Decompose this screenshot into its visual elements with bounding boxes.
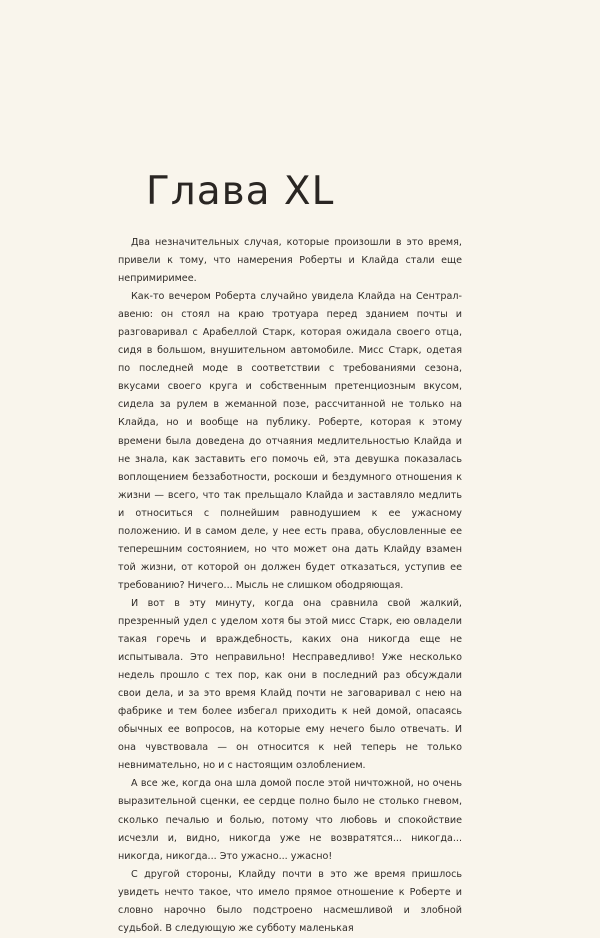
paragraph: Два незначительных случая, которые произошли в это время, привели к тому, что намерения Роберты и Клайда стали еще непримиримее. bbox=[118, 237, 462, 285]
paragraph: Как-то вечером Роберта случайно увидела Клайда на Сентрал-авеню: он стоял на краю тротуара перед зданием почты и разговаривал с Арабеллой Старк, которая ожидала своего отца, сидя в большом, внушительном автомобиле. Мисс Старк, одетая по последней моде в соответствии с требованиями сезона, вкусами своего круга и собственным претенциозным вкусом, сидела за рулем в жеманной позе, рассчитанной не только на Клайда, но и вообще на публику. Роберте, которая к этому времени была доведена до отчаяния медлительностью Клайда и не знала, как заставить его помочь ей, эта девушка показалась воплощением беззаботности, роскоши и бездумного отношения к жизни — всего, что так прельщало Клайда и заставляло медлить и относиться с полнейшим равнодушием к ее ужасному положению. И в самом деле, у нее есть права, обусловленные ее теперешним состоянием, но что может она дать Клайду взамен той жизни, от которой он должен будет отказаться, уступив ее требованию? Ничего... Мысль не слишком ободряющая. bbox=[118, 291, 462, 591]
chapter-body bbox=[118, 234, 462, 938]
paragraph: С другой стороны, Клайду почти в это же время пришлось увидеть нечто такое, что имело прямое отношение к Роберте и словно нарочно было подстроено насмешливой и злобной судьбой. В следующую же субботу маленькая bbox=[118, 868, 462, 934]
chapter-title: Глава XL bbox=[146, 169, 335, 214]
paragraph: А все же, когда она шла домой после этой ничтожной, но очень выразительной сценки, ее сердце полно было не столько гневом, сколько печалью и болью, потому что любовь и спокойствие исчезли и, видно, никогда уже не возвратятся... никогда... никогда, никогда... Это ужасно... ужасно! bbox=[118, 778, 462, 862]
paragraph: И вот в эту минуту, когда она сравнила свой жалкий, презренный удел с уделом хотя бы этой мисс Старк, ею овладели такая горечь и враждебность, каких она никогда еще не испытывала. Это неправильно! Несправедливо! Уже несколько недель прошло с тех пор, как они в последний раз обсуждали свои дела, и за это время Клайд почти не заговаривал с нею на фабрике и тем более избегал приходить к ней домой, опасаясь обычных ее вопросов, на которые ему нечего было отвечать. И она чувствовала — он относится к ней теперь не только невнимательно, но и с настоящим озлоблением. bbox=[118, 597, 462, 772]
